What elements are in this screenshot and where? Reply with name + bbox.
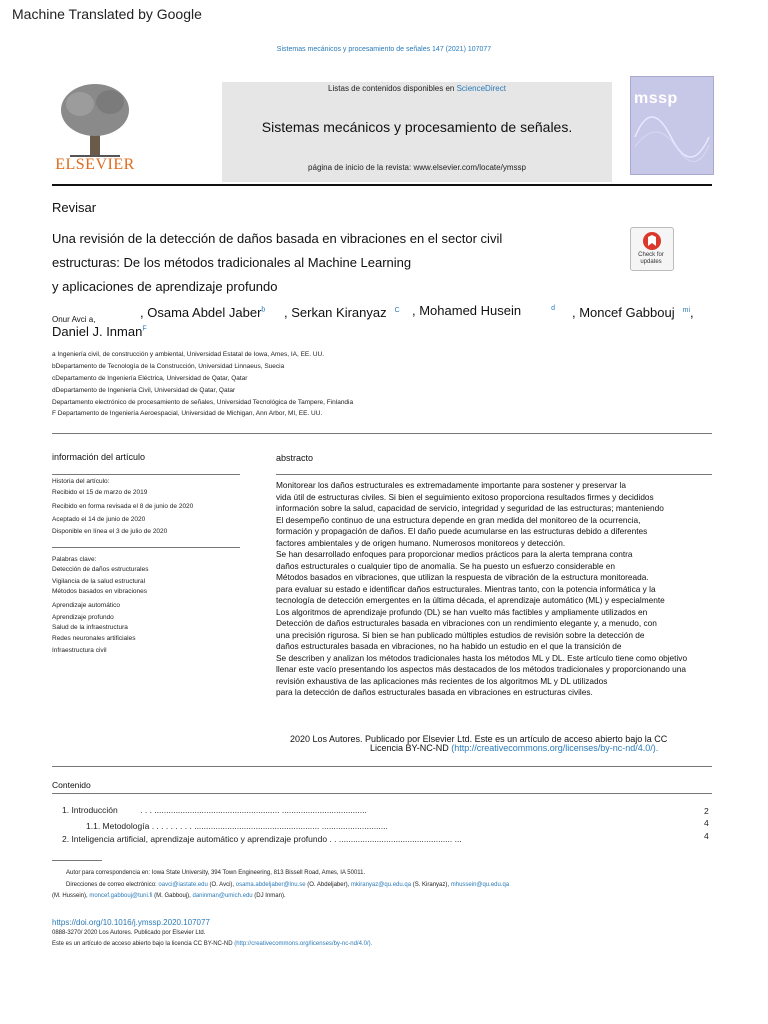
contents-available (222, 84, 612, 93)
email-link[interactable]: osama.abdeljaber@lnu.se (235, 882, 306, 888)
header-rule (52, 184, 712, 186)
footnote-rule (52, 860, 102, 861)
keyword: Detección de daños estructurales (52, 566, 149, 573)
abstract-line: daños estructurales basada en vibraciones, no ha habido un estudio en el que la transición de (276, 641, 622, 651)
license-link[interactable]: (http://creativecommons.org/licenses/by-nc-nd/4.0/). (451, 743, 659, 753)
keyword: Vigilancia de la salud estructural (52, 578, 146, 585)
abstract-line: Se describen y analizan los métodos tradicionales hasta los métodos ML y DL. Este artículo tiene como objetivo (276, 652, 688, 663)
affiliation: Departamento electrónico de procesamiento de señales, Universidad Tecnológica de Tampere, Finlandia (52, 399, 354, 406)
email-addresses-continued: (M. Hussein), moncef.gabbouj@tuni.fi (M. Gabbouj), daninman@umich.edu (DJ Inman). (52, 893, 286, 899)
abstract-line: formación y propagación de daños. El daño puede acumularse en las estructuras debido a diferentes (276, 526, 648, 536)
affiliation: F Departamento de Ingeniería Aeroespacial, Universidad de Michigan, Ann Arbor, MI, EE. UU. (52, 410, 323, 417)
copyright-notice: 2020 Los Autores. Publicado por Elsevier Ltd. Este es un artículo de acceso abierto bajo la CC (290, 734, 668, 744)
abstract-line: vida útil de estructuras civiles. Si bien el seguimiento exitoso proporciona resultados firmes y decididos (276, 491, 654, 502)
keywords-label: Palabras clave: (52, 556, 97, 563)
article-title (52, 227, 612, 299)
keyword: Aprendizaje automático (52, 602, 120, 609)
author-husein[interactable]: , Mohamed Husein $^d$ (412, 303, 556, 318)
history-item: Recibido el 15 de marzo de 2019 (52, 489, 148, 496)
abstract-line: factores ambientales y de origen humano. Numerosos monitoreos y detección. (276, 537, 566, 548)
abstract-line: una precisión rigurosa. Si bien se han publicado múltiples estudios de revisión sobre la detección de (276, 629, 645, 640)
author-avci[interactable]: Onur Avci a, (52, 315, 96, 324)
history-item: Recibido en forma revisada el 8 de junio de 2020 (52, 503, 194, 510)
journal-homepage[interactable]: página de inicio de la revista: www.elsevier.com/locate/ymssp (308, 163, 526, 172)
contents-rule-top (52, 766, 712, 767)
title-line: Una revisión de la detección de daños basada en vibraciones en el sector civil (52, 231, 503, 246)
toc-page: 4 (704, 818, 709, 828)
abstract-body (276, 480, 714, 699)
email-link[interactable]: mkiranyaz@qu.edu.qa (350, 882, 412, 888)
section-rule (52, 433, 712, 434)
contents-prefix: Listas de contenidos disponibles en (328, 84, 455, 93)
check-for-updates-label: Check for updates (638, 252, 664, 265)
keywords-rule (52, 547, 240, 548)
journal-reference[interactable]: Sistemas mecánicos y procesamiento de señales 147 (2021) 107077 (276, 46, 492, 53)
keyword: Redes neuronales artificiales (52, 635, 136, 642)
license-notice (370, 743, 658, 753)
machine-translated-banner: Machine Translated by Google (12, 6, 202, 22)
email-link[interactable]: mhussein@qu.edu.qa (450, 882, 510, 888)
license-prefix: Licencia BY-NC-ND (370, 743, 449, 753)
affiliation: dDepartamento de Ingeniería Civil, Universidad de Qatar, Qatar (52, 387, 236, 394)
title-line: y aplicaciones de aprendizaje profundo (52, 279, 278, 294)
abstract-rule (276, 474, 712, 475)
email-link[interactable]: daninman@umich.edu (192, 893, 253, 899)
email-link[interactable]: oavci@iastate.edu (158, 882, 208, 888)
keyword: Infraestructura civil (52, 647, 107, 654)
doi-link[interactable]: https://doi.org/10.1016/j.ymssp.2020.107077 (52, 918, 210, 927)
toc-item-inteligencia[interactable]: 2. Inteligencia artificial, aprendizaje automático y aprendizaje profundo . . ................................................ ... (62, 834, 462, 844)
cover-title: mssp (634, 90, 678, 107)
history-label: Historia del artículo: (52, 478, 110, 485)
author-inman[interactable]: Daniel J. Inman$^F$ (52, 324, 147, 339)
abstract-line: Detección de daños estructurales basada en vibraciones con un rendimiento elegante y, a menudo, con (276, 618, 657, 628)
author-gabbouj[interactable]: , Moncef Gabbouj $^{mi}$, (572, 305, 694, 320)
issn-notice: 0888-3270/ 2020 Los Autores. Publicado por Elsevier Ltd. (52, 930, 206, 936)
keyword: Aprendizaje profundo (52, 614, 114, 621)
keyword: Salud de la infraestructura (52, 624, 128, 631)
abstract-line: tecnología de detección emergentes en la última década, el aprendizaje automático (ML) y especialmente (276, 595, 665, 605)
abstract-heading: abstracto (276, 453, 314, 463)
affiliation: bDepartamento de Tecnología de la Construcción, Universidad Linnaeus, Suecia (52, 363, 285, 370)
toc-page: 2 (704, 806, 709, 816)
abstract-line: llenar este vacío presentando los aspectos más destacados de los métodos tradicionales y proporcionando una (276, 664, 687, 674)
history-item: Aceptado el 14 de junio de 2020 (52, 516, 146, 523)
history-item: Disponible en línea el 3 de julio de 2020 (52, 528, 168, 535)
author-abdel-jaber[interactable]: , Osama Abdel Jaber$^b$ (140, 305, 266, 320)
toc-item-metodologia[interactable]: 1.1. Metodología . . . . . . . . . ..................................................... ............................ (86, 821, 388, 831)
sciencedirect-link[interactable]: ScienceDirect (456, 84, 506, 93)
toc-item-introduccion[interactable]: 1. Introducción . . . ..................................................... .................................... (62, 805, 367, 815)
abstract-line: Los algoritmos de aprendizaje profundo (DL) se han vuelto más factibles y ampliamente utilizados en (276, 606, 648, 617)
email-link[interactable]: moncef.gabbouj@tuni.fi (89, 893, 153, 899)
affiliation: a Ingeniería civil, de construcción y ambiental, Universidad Estatal de Iowa, Ames, IA, EE. UU. (52, 351, 325, 358)
article-type: Revisar (52, 200, 97, 215)
abstract-line: daños estructurales o cualquier tipo de anomalía. Se ha puesto un esfuerzo considerable en (276, 560, 616, 571)
abstract-line: para la detección de daños estructurales basada en vibraciones en estructuras civiles. (276, 687, 593, 697)
author-kiranyaz[interactable]: , Serkan Kiranyaz $^C$ (284, 305, 400, 320)
abstract-line: Monitorear los daños estructurales es extremadamente importante para sostener y preservar la (276, 480, 627, 490)
abstract-line: Se han desarrollado enfoques para proporcionar medios prácticos para la alerta temprana contra (276, 549, 633, 559)
elsevier-wordmark: ELSEVIER (55, 156, 135, 173)
contents-rule (52, 793, 712, 794)
title-line: estructuras: De los métodos tradicionales al Machine Learning (52, 255, 412, 270)
contents-heading: Contenido (52, 780, 91, 790)
oa-license-link[interactable]: (http://creativecommons.org/licenses/by-nc-nd/4.0/). (234, 941, 373, 947)
journal-title: Sistemas mecánicos y procesamiento de señales. (261, 119, 573, 135)
abstract-line: información sobre la salud, capacidad de servicio, integridad y seguridad de las estructuras; manteniendo (276, 503, 664, 513)
abstract-line: El desempeño continuo de una estructura depende en gran medida del monitoreo de la ocurrencia, (276, 514, 641, 525)
open-access-notice: Este es un artículo de acceso abierto bajo la licencia CC BY-NC-ND (http://creativecommons.org/licenses/by-nc-nd/4.0/). (52, 941, 373, 947)
abstract-line: revisión exhaustiva de las aplicaciones más recientes de los algoritmos ML y DL utilizados (276, 675, 608, 686)
article-info-heading: información del artículo (52, 452, 146, 462)
affiliation: cDepartamento de Ingeniería Eléctrica, Universidad de Qatar, Qatar (52, 375, 248, 382)
corresponding-author-note: Autor para correspondencia en: Iowa State University, 394 Town Engineering, 813 Bissell Road, Ames, IA 50011. (66, 870, 366, 876)
email-addresses: Direcciones de correo electrónico: oavci@iastate.edu (O. Avci), osama.abdeljaber@lnu.se (O. Abdeljaber), mkiranyaz@qu.edu.qa (S. Kiranyaz), mhussein@qu.edu.qa (66, 882, 510, 888)
keyword: Métodos basados en vibraciones (52, 588, 148, 595)
abstract-line: Métodos basados en vibraciones, que utilizan la respuesta de vibración de la estructura monitoreada. (276, 572, 649, 582)
abstract-line: para evaluar su estado e identificar daños estructurales. Mientras tanto, con la potencia informática y la (276, 583, 656, 594)
info-rule (52, 474, 240, 475)
toc-page: 4 (704, 831, 709, 841)
